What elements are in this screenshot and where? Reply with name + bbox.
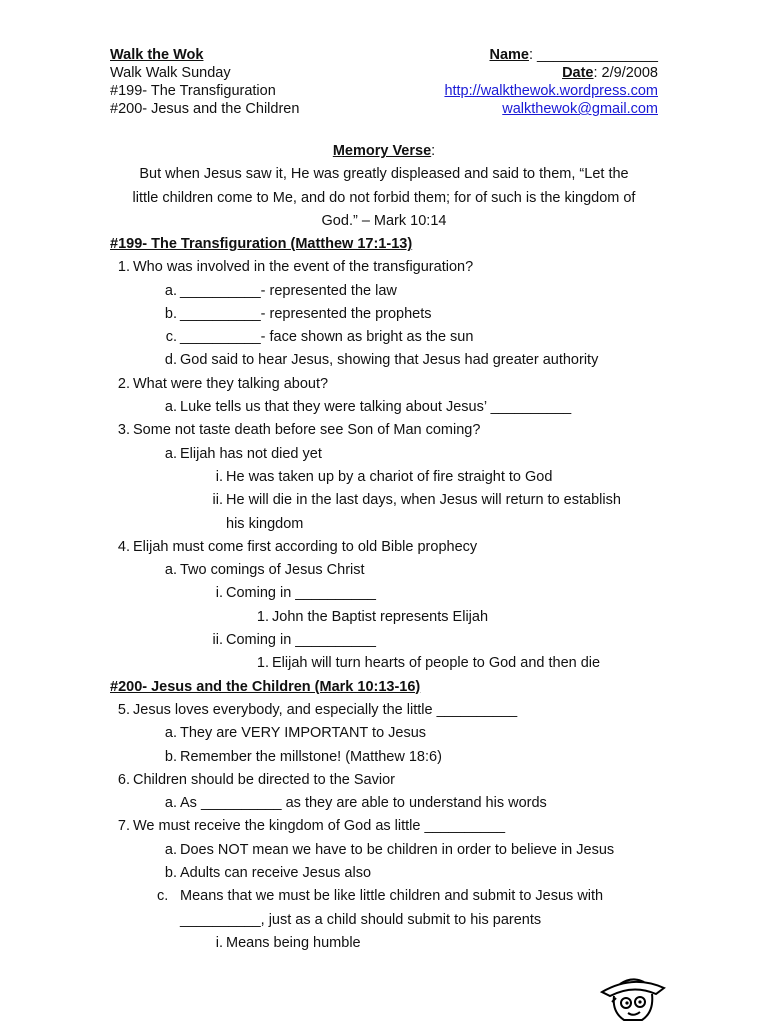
list-marker: 1. bbox=[256, 608, 269, 625]
lesson-199: #199- The Transfiguration bbox=[110, 83, 276, 99]
list-marker: ii. bbox=[212, 492, 223, 509]
list-item bbox=[110, 629, 658, 652]
list-marker: c. bbox=[165, 329, 177, 346]
verse-line: God.” – Mark 10:14 bbox=[321, 213, 447, 229]
list-marker: d. bbox=[164, 352, 177, 369]
list-item bbox=[110, 652, 658, 675]
list-item bbox=[110, 792, 658, 815]
list-marker: 6. bbox=[117, 771, 130, 788]
list-item bbox=[110, 396, 658, 419]
item-text: God said to hear Jesus, showing that Jesus had greater authority bbox=[180, 352, 599, 369]
list-marker: b. bbox=[164, 748, 177, 765]
list-item bbox=[110, 699, 658, 722]
item-text: Elijah has not died yet bbox=[180, 445, 322, 462]
list-marker: i. bbox=[215, 585, 223, 602]
item-text: Two comings of Jesus Christ bbox=[180, 562, 365, 579]
memory-verse-title bbox=[0, 142, 768, 160]
name-label: Name bbox=[489, 47, 529, 63]
verse-line: But when Jesus saw it, He was greatly displeased and said to them, “Let the bbox=[139, 166, 629, 182]
outline bbox=[110, 233, 658, 955]
list-marker: 1. bbox=[256, 655, 269, 672]
item-text: __________- represented the prophets bbox=[180, 305, 432, 322]
list-marker: a. bbox=[164, 399, 177, 416]
list-item bbox=[110, 280, 658, 303]
item-text: We must receive the kingdom of God as little __________ bbox=[133, 818, 506, 835]
list-marker: b. bbox=[164, 865, 177, 882]
item-text: Elijah will turn hearts of people to God and then die bbox=[272, 655, 601, 672]
list-item bbox=[110, 862, 658, 885]
list-marker: 2. bbox=[117, 375, 130, 392]
item-text: Some not taste death before see Son of Man coming? bbox=[133, 422, 481, 439]
list-item bbox=[110, 349, 658, 372]
website-link[interactable]: http://walkthewok.wordpress.com bbox=[444, 83, 658, 99]
item-continuation: __________, just as a child should submit to his parents bbox=[180, 911, 542, 928]
section-heading-199: #199- The Transfiguration (Matthew 17:1-13) bbox=[110, 236, 413, 252]
date-label: Date bbox=[562, 65, 594, 81]
name-field bbox=[489, 46, 658, 64]
list-item bbox=[110, 932, 658, 955]
list-marker: 4. bbox=[117, 538, 130, 555]
list-item bbox=[110, 746, 658, 769]
section-heading-200: #200- Jesus and the Children (Mark 10:13-16) bbox=[110, 678, 421, 695]
item-text: Coming in __________ bbox=[226, 585, 376, 602]
list-item bbox=[110, 722, 658, 745]
list-marker: 1. bbox=[117, 259, 130, 276]
lesson-200: #200- Jesus and the Children bbox=[110, 101, 300, 117]
item-text: Does NOT mean we have to be children in order to believe in Jesus bbox=[180, 841, 615, 858]
list-item bbox=[110, 326, 658, 349]
verse-line: little children come to Me, and do not forbid them; for of such is the kingdom of bbox=[132, 189, 636, 206]
item-text: What were they talking about? bbox=[133, 375, 329, 392]
email-link[interactable]: walkthewok@gmail.com bbox=[502, 101, 658, 117]
list-item bbox=[110, 769, 658, 792]
list-item bbox=[110, 303, 658, 326]
item-text: __________- face shown as bright as the sun bbox=[180, 329, 474, 346]
list-marker: a. bbox=[164, 562, 177, 579]
item-text: Remember the millstone! (Matthew 18:6) bbox=[180, 748, 442, 765]
list-item bbox=[110, 582, 658, 605]
wok-mascot-icon bbox=[598, 972, 668, 1024]
list-item bbox=[110, 419, 658, 442]
name-value: : _______________ bbox=[528, 47, 658, 63]
list-marker: i. bbox=[215, 934, 223, 951]
list-marker: ii. bbox=[212, 632, 223, 649]
item-text: Children should be directed to the Savior bbox=[133, 771, 395, 788]
item-continuation: his kingdom bbox=[226, 515, 304, 532]
list-item bbox=[110, 443, 658, 466]
item-text: He will die in the last days, when Jesus will return to establish bbox=[226, 492, 621, 509]
list-item bbox=[110, 536, 658, 559]
list-item bbox=[110, 885, 658, 908]
list-marker: a. bbox=[164, 445, 177, 462]
item-text: Coming in __________ bbox=[226, 632, 376, 649]
item-text: Jesus loves everybody, and especially the little __________ bbox=[133, 701, 518, 718]
list-item bbox=[110, 489, 658, 512]
item-text: __________- represented the law bbox=[180, 282, 397, 299]
list-item bbox=[110, 256, 658, 279]
list-marker: 5. bbox=[117, 701, 130, 718]
list-item bbox=[110, 839, 658, 862]
doc-title: Walk the Wok bbox=[110, 47, 204, 63]
item-text: Elijah must come first according to old Bible prophecy bbox=[133, 538, 478, 555]
list-marker: a. bbox=[164, 841, 177, 858]
list-marker: a. bbox=[164, 282, 177, 299]
memory-verse-label: Memory Verse bbox=[332, 143, 432, 159]
list-marker: i. bbox=[215, 468, 223, 485]
list-marker: a. bbox=[164, 725, 177, 742]
list-marker: a. bbox=[164, 795, 177, 812]
item-text: Means that we must be like little children and submit to Jesus with bbox=[180, 888, 604, 905]
header bbox=[110, 46, 658, 118]
item-text: Luke tells us that they were talking about Jesus’ __________ bbox=[180, 399, 572, 416]
item-text: He was taken up by a chariot of fire straight to God bbox=[226, 468, 553, 485]
doc-subtitle: Walk Walk Sunday bbox=[110, 65, 231, 81]
list-marker: c. bbox=[157, 888, 169, 905]
memory-verse-text bbox=[110, 163, 658, 234]
item-text: John the Baptist represents Elijah bbox=[272, 608, 489, 625]
list-item bbox=[110, 373, 658, 396]
list-item bbox=[110, 466, 658, 489]
item-text: Adults can receive Jesus also bbox=[180, 865, 372, 882]
list-marker: 3. bbox=[117, 422, 130, 439]
date-field bbox=[562, 64, 658, 82]
list-item bbox=[110, 559, 658, 582]
list-item bbox=[110, 815, 658, 838]
item-text: They are VERY IMPORTANT to Jesus bbox=[180, 725, 427, 742]
list-marker: b. bbox=[164, 305, 177, 322]
item-text: Means being humble bbox=[226, 934, 361, 951]
item-text: As __________ as they are able to understand his words bbox=[180, 795, 547, 812]
list-marker: 7. bbox=[117, 818, 130, 835]
memory-verse-colon: : bbox=[431, 143, 436, 159]
date-value: : 2/9/2008 bbox=[593, 65, 658, 81]
list-item bbox=[110, 606, 658, 629]
item-text: Who was involved in the event of the transfiguration? bbox=[133, 259, 474, 276]
